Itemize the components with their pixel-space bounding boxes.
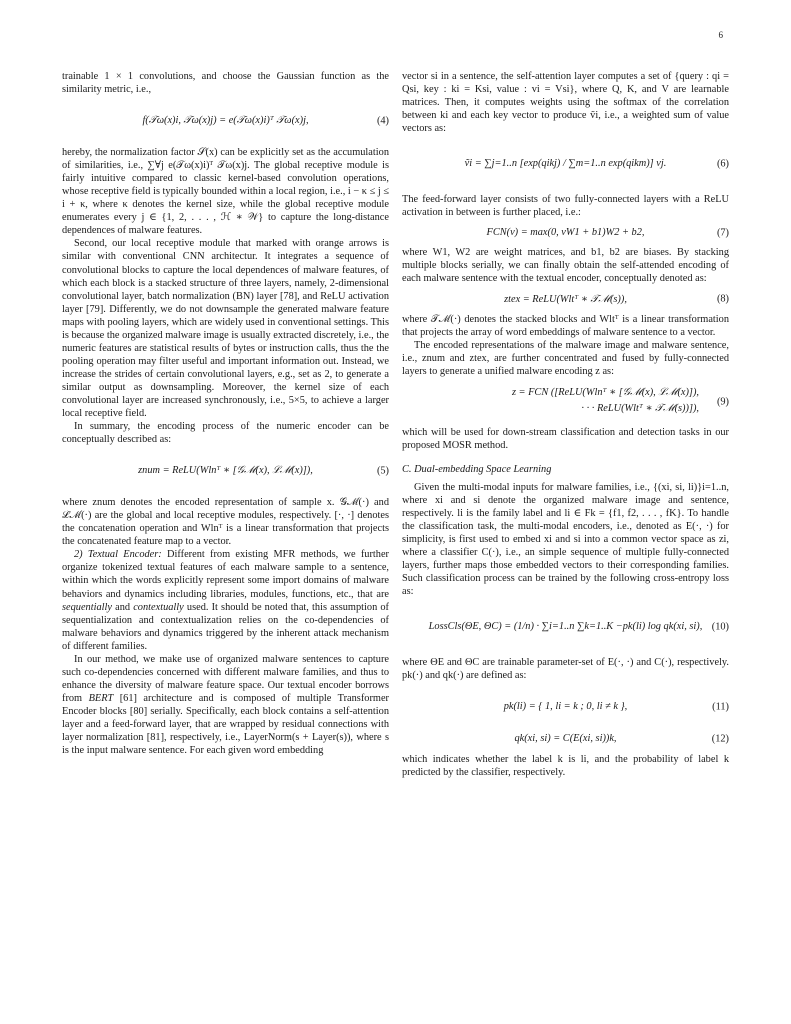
equation-4 [62,103,389,139]
paragraph: where znum denotes the encoded representation of sample x. 𝒢ℳ(·) and ℒℳ(·) are the global and local receptive modules, respectively. [·, ·] denotes the concatenation operation and Wlnᵀ is a linear transformation that projects the concatenated feature map to a vector. [62,497,389,548]
paragraph: vector si in a sentence, the self-attention layer computes a set of {query : qi = Qsi, key : ki = Ksi, value : vi = Vsi}, where Q, K, and V are learnable matrices. Then, it computes weights using the softmax of the correlation between ki and each key vector to produce ṽi, i.e., a weighted sum of value vectors as: [402,71,729,135]
left-column [62,70,389,757]
equation-body: qk(xi, si) = C(E(xi, si))k, [514,733,617,745]
equation-number: (9) [716,396,729,408]
paragraph: Given the multi-modal inputs for malware families, i.e., {(xi, si, li)}i=1..n, where xi and si denote the organized malware image and sentence, respectively. li is the family label and li ∈ Fk = {f1, f2, . . . , fK}. To handle the classification task, the multi-modal encoders, i.e., denoted as E(·, ·) for simplicity, is first used to embed xi and si into a common vector space as zi, where a classifier C(·), i.e., an simple sequence of multiple fully-connected layers, further maps those embedded vectors to their corresponding families. Such classification process can be trained by the following cross-entropy loss as: [402,481,729,598]
paragraph: trainable 1 × 1 convolutions, and choose the Gaussian function as the similarity metric, i.e., [62,71,389,96]
paragraph: where W1, W2 are weight matrices, and b1, b2 are biases. By stacking multiple blocks serially, we can finally obtain the self-attended encoding of each malware sentence with the textual encoder, conceptually denoted as: [402,247,729,285]
text-run: [61] architecture and is composed of multiple Transformer Encoder blocks [80] serially. Specifically, each block contains a self-attention layer and a feed-forward layer, that are wrapped by residual connections with layer normalization [81], respectively, i.e., LayerNorm(s + Layer(s)), where s is the input malware sentence. For each given word embedding [62,692,389,757]
equation-9 [402,385,729,419]
equation-number: (10) [711,621,729,633]
text-run: used. It should be noted that, this assumption of sequentialization and contextualization relies on the co-dependencies of malware behaviors and dynamics triggered by the inherent attack mechanism of different families. [62,601,389,652]
text-run: Different from existing MFR methods, we further organize tokenized textual features of each malware sample to a sentence, within which the words explicitly represent some import domains of malware behaviors and dynamics including libraries, modules, functions, etc., that are [62,549,389,600]
paragraph: hereby, the normalization factor 𝒮(x) can be explicitly set as the accumulation of similarities, i.e., ∑∀j e(𝒯ω(x)i)ᵀ 𝒯ω(x)j. The global receptive module is fairly intuitive compared to classic kernel-based convolution operations, whose receptive field is typically bounded within a local region, i.e., i − κ ≤ j ≤ i + κ, where κ denotes the kernel size, while the global receptive module enumerates every j ∈ {1, 2, . . . , ℋ ∗ 𝒲} to capture the long-distance dependences of malware features. [62,147,389,237]
equation-line: z = FCN ([ReLU(Wlnᵀ ∗ [𝒢ℳ(x), ℒℳ(x)]), [511,386,699,398]
paragraph: In summary, the encoding process of the numeric encoder can be conceptually described as: [62,421,389,446]
equation-body: pk(li) = { 1, li = k ; 0, li ≠ k }, [503,701,628,713]
equation-number: (8) [716,293,729,305]
equation-number: (12) [711,733,729,745]
text-run: In our method, we make use of organized malware sentences to capture such co-dependencies concerned with different malware families, and thus to enhance the diversity of malware feature space. Our textual encoder borrows from [62,653,389,704]
equation-12 [402,732,729,745]
equation-5 [62,453,389,489]
text-run: and [111,601,134,613]
text-run: sequentially [62,601,112,613]
equation-line: · · · ReLU(Wltᵀ ∗ 𝒯ℳ(s))]), [581,402,699,414]
paragraph: Second, our local receptive module that marked with orange arrows is similar with conventional CNN architectur. It integrates a sequence of convolutional blocks to capture the local dependences of malware features, of which each block is a stacked structure of three layers, namely, 2-dimensional convolutional layer, batch normalization (BN) layer [78], and ReLU activation layer [79]. Differently, we do not downsample the generated malware feature maps with pooling layers, which are widely used in conventional settings. This is because the organized malware image is usually extracted discretely, i.e., the numeric features are statistical results of bytes or instruction calls, thus the the pooling operation may filter useful and important information out. Instead, we increase the strides of certain convolutional layers, e.g., set as 2, to generate a similar output as downsampling. Moreover, the kernel size of each convolutional layer are increased synchronously, i.e., 5×5, to achieve a larger local receptive field. [62,238,389,420]
equation-body: znum = ReLU(Wlnᵀ ∗ [𝒢ℳ(x), ℒℳ(x)]), [138,465,313,477]
paragraph: The feed-forward layer consists of two fully-connected layers with a ReLU activation in between is further placed, i.e.: [402,194,729,219]
equation-11 [402,689,729,725]
equation-body: FCN(v) = max(0, vW1 + b1)W2 + b2, [486,227,645,239]
right-column [402,70,729,779]
paragraph: which indicates whether the label k is li, and the probability of label k predicted by the classifier, respectively. [402,753,729,778]
equation-number: (6) [716,158,729,170]
equation-number: (5) [376,465,389,477]
equation-number: (11) [712,701,729,713]
paragraph: where ΘE and ΘC are trainable parameter-set of E(·, ·) and C(·), respectively. pk(·) and qk(·) are defined as: [402,657,729,682]
equation-body: ztex = ReLU(Wltᵀ ∗ 𝒯ℳ(s)), [504,293,627,305]
section-heading: C. Dual-embedding Space Learning [402,463,552,475]
subsection-heading: 2) Textual Encoder: [74,549,162,561]
equation-number: (7) [716,227,729,239]
page-number: 6 [718,30,723,40]
equation-10 [402,605,729,649]
equation-body: LossCls(ΘE, ΘC) = (1/n) · ∑i=1..n ∑k=1..K −pk(li) log qk(xi, si), [428,621,703,633]
equation-7 [402,226,729,239]
paragraph: The encoded representations of the malware image and malware sentence, i.e., znum and ztex, are further concentrated and fused by fully-connected layers to generate a unified malware encoding z as: [402,339,729,377]
text-run: contextually [133,601,184,613]
paragraph [62,653,389,757]
paragraph: where 𝒯ℳ(·) denotes the stacked blocks and Wltᵀ is a linear transformation that projects the array of word embeddings of malware sentence to a vector. [402,313,729,338]
paragraph: which will be used for down-stream classification and detection tasks in our proposed MOSR method. [402,426,729,451]
equation-6 [402,142,729,186]
equation-body: f(𝒯ω(x)i, 𝒯ω(x)j) = e(𝒯ω(x)i)ᵀ 𝒯ω(x)j, [142,115,309,127]
text-run: BERT [88,692,114,704]
paragraph [62,548,389,652]
equation-body: ṽi = ∑j=1..n [exp(qikj) / ∑m=1..n exp(qikm)] vj. [464,158,667,170]
equation-number: (4) [376,115,389,127]
equation-8 [402,293,729,306]
